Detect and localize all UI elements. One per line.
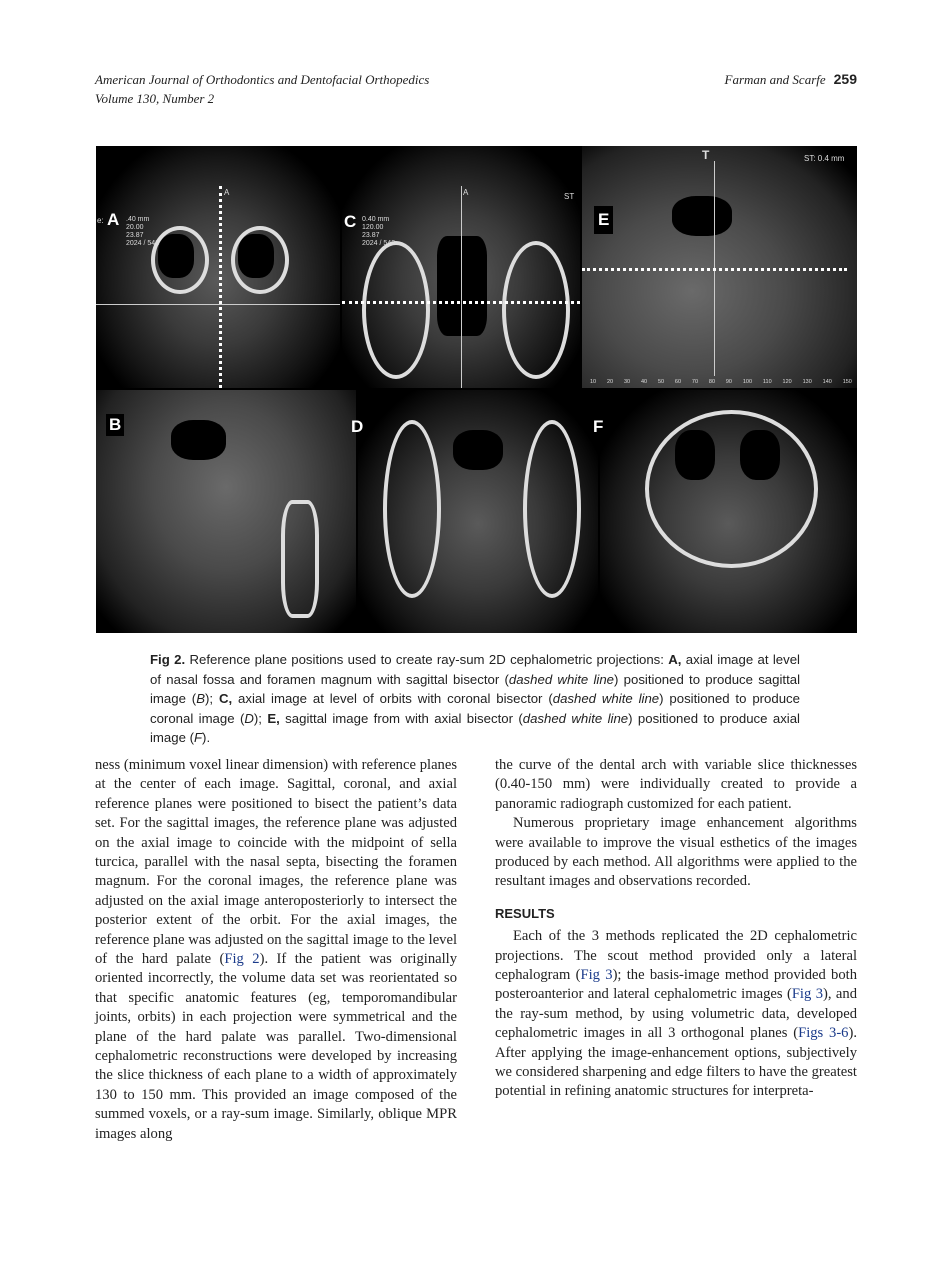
journal-title: American Journal of Orthodontics and Dentofacial Orthopedics <box>95 72 430 87</box>
scale-tick-label: 20 <box>606 379 614 385</box>
scale-tick-label: 140 <box>822 379 832 385</box>
caption-text: Reference plane positions used to create ray-sum 2D cephalometric projections: <box>185 652 669 667</box>
cavity-shape <box>672 196 732 236</box>
caption-emphasis: dashed white line <box>522 710 629 726</box>
body-columns <box>95 756 857 1144</box>
caption-panel-ref: F <box>193 730 203 746</box>
running-header-left <box>95 70 429 108</box>
figure-caption <box>150 650 800 748</box>
authors: Farman and Scarfe <box>724 72 826 87</box>
scan-parameter: 20.00 <box>126 224 144 231</box>
scan-parameter: 2024 / 542 <box>126 240 160 247</box>
figure-link[interactable]: Fig 3 <box>791 986 823 1003</box>
figure-link[interactable]: Fig 3 <box>580 967 613 984</box>
slice-thickness-label: ST <box>564 192 575 201</box>
panel-b-sagittal-image <box>96 390 356 633</box>
bone-shape <box>362 241 430 379</box>
scan-parameters <box>126 216 159 248</box>
orientation-marker: A <box>463 188 469 197</box>
scan-parameter-prefix: e: <box>97 216 104 225</box>
panel-f-axial-image <box>593 390 857 633</box>
panel-label-c: C <box>344 212 357 231</box>
page-number: 259 <box>833 71 857 87</box>
scale-tick-label: 60 <box>674 379 682 385</box>
scale-tick-label: 110 <box>762 379 772 385</box>
caption-panel-ref: E, <box>267 710 280 726</box>
figure-2 <box>96 146 857 633</box>
scale-tick-label: 90 <box>725 379 732 385</box>
scale-tick-label: 150 <box>842 379 852 385</box>
caption-text: axial image at level of nasal fossa and foramen magnum with sagittal bisector ( <box>150 652 800 687</box>
orientation-marker: A <box>224 188 230 197</box>
scale-tick-label: 30 <box>623 379 631 385</box>
caption-text: ); <box>205 691 219 707</box>
body-text: ). After applying the image-enhancement options, subjectively we considered sharpening and edge filters to have the greatest potential in refining anatomic structures for interpreta- <box>495 1025 857 1100</box>
caption-text: ); <box>253 710 268 726</box>
panel-label-d: D <box>351 417 364 436</box>
ruler-scale <box>590 379 852 385</box>
sagittal-bisector-dashed-line <box>219 186 222 388</box>
panel-c-axial-image <box>342 146 580 388</box>
running-header-right <box>725 70 857 89</box>
orientation-marker: T <box>702 148 710 162</box>
caption-emphasis: dashed white line <box>552 691 660 707</box>
bone-shape <box>383 420 441 598</box>
body-text: ), and the ray-sum method, by using volumetric data, developed cephalometric images in all 3 orthogonal planes ( <box>495 986 857 1042</box>
scale-tick-label: 80 <box>708 379 716 385</box>
caption-text: ) positioned to produce axial image ( <box>150 710 800 746</box>
panel-d-coronal-image <box>351 390 598 633</box>
caption-panel-ref: C, <box>218 691 233 707</box>
scale-tick-label: 120 <box>782 379 792 385</box>
scale-tick-label: 50 <box>657 379 665 385</box>
figure-link[interactable]: Fig 2 <box>224 951 260 968</box>
cavity-shape <box>740 430 780 480</box>
reference-line <box>461 186 462 388</box>
paragraph <box>95 756 457 1144</box>
body-text: Each of the 3 methods replicated the 2D cephalometric projections. The scout method provided only a lateral cephalogram ( <box>495 928 857 984</box>
body-column-left <box>95 756 457 1144</box>
scan-parameter: 0.40 mm <box>362 216 390 223</box>
cavity-shape <box>238 234 274 278</box>
panel-label-a: A <box>107 210 120 229</box>
scale-tick-label: 10 <box>590 379 597 385</box>
caption-panel-ref: A, <box>668 652 682 667</box>
bone-shape <box>281 500 319 618</box>
scan-parameters <box>362 216 395 248</box>
caption-text: ). <box>202 730 211 746</box>
scan-parameter: 23.87 <box>126 232 144 239</box>
cavity-shape <box>453 430 503 470</box>
paragraph <box>495 927 857 1102</box>
caption-text: sagittal image from with axial bisector ( <box>279 710 523 726</box>
panel-label-b: B <box>106 414 124 436</box>
journal-volume: Volume 130, Number 2 <box>95 91 215 106</box>
scale-tick-label: 100 <box>742 379 753 385</box>
bone-shape <box>502 241 570 379</box>
caption-panel-ref: B <box>196 691 205 707</box>
reference-line <box>96 304 340 305</box>
cavity-shape <box>171 420 226 460</box>
paragraph: Numerous proprietary image enhancement algorithms were available to improve the visual esthetics of the images produced by each method. All algorithms were applied to the resultant images and observations recorded. <box>495 815 857 890</box>
scale-tick-label: 40 <box>640 379 648 385</box>
caption-panel-ref: D <box>244 710 254 726</box>
coronal-bisector-dashed-line <box>342 301 580 304</box>
scan-parameter: 2024 / 542 <box>362 240 396 247</box>
caption-text: ) positioned to produce sagittal image ( <box>150 671 800 707</box>
scan-parameter: .40 mm <box>126 216 150 223</box>
text-flow <box>95 650 857 1144</box>
body-text: ); the basis-image method provided both posteroanterior and lateral cephalometric images ( <box>495 967 857 1003</box>
panel-label-f: F <box>593 417 604 436</box>
scan-parameter: 120.00 <box>362 224 384 231</box>
body-text: ). If the patient was originally oriented incorrectly, the volume data set was reorientated so that specific anatomic features (eg, temporomandibular joints, orbits) in each projection were symmetrical and the plane of the hard palate was parallel. Two-dimensional cephalometric reconstructions were developed by increasing the slice thickness of each plane to a width of approximately 130 to 150 mm. This provided an image composed of the summed voxels, or a ray-sum image. Similarly, oblique MPR images along <box>95 951 457 1142</box>
scale-tick-label: 130 <box>802 379 812 385</box>
cavity-shape <box>158 234 194 278</box>
cavity-shape <box>437 236 487 336</box>
panel-e-sagittal-image <box>582 146 857 388</box>
caption-emphasis: dashed white line <box>508 671 614 687</box>
figure-link[interactable]: Figs 3-6 <box>798 1025 849 1042</box>
cavity-shape <box>675 430 715 480</box>
axial-bisector-dashed-line <box>582 268 847 271</box>
scale-tick-label: 70 <box>691 379 699 385</box>
body-column-right <box>495 756 857 1144</box>
scan-parameter: 23.87 <box>362 232 380 239</box>
slice-thickness-label: ST: 0.4 mm <box>804 154 845 163</box>
caption-text: ) positioned to produce coronal image ( <box>150 691 800 726</box>
caption-figure-number: Fig 2. <box>150 652 186 667</box>
bone-shape <box>645 410 818 568</box>
caption-text: axial image at level of orbits with coronal bisector ( <box>232 691 553 707</box>
body-text: ness (minimum voxel linear dimension) with reference planes at the center of each image. Sagittal, coronal, and axial reference planes were positioned to bisect the patient’s data set. For the sagittal images, the reference plane was adjusted on the axial image to coincide with the midpoint of sella turcica, parallel with the nasal septa, bisecting the foramen magnum. For the coronal images, the reference plane was adjusted on the axial image anteroposteriorly to intersect the posterior extent of the orbit. For the axial images, the reference plane was adjusted on the sagittal image to the level of the hard palate ( <box>95 756 457 968</box>
paragraph: the curve of the dental arch with variable slice thicknesses (0.40-150 mm) were individually created to provide a panoramic radiograph customized for each patient. <box>495 756 857 812</box>
section-heading-results: RESULTS <box>495 905 555 921</box>
panel-a-axial-image <box>96 146 340 388</box>
bone-shape <box>523 420 581 598</box>
panel-label-e: E <box>594 206 613 234</box>
